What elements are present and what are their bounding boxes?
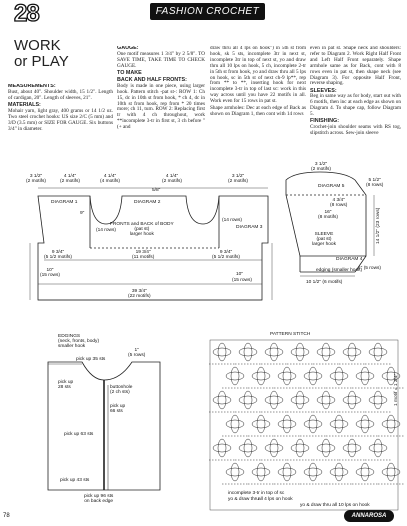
sleeve-dim-label: 5 1/2" (8 rows) bbox=[366, 178, 384, 189]
motif-petal bbox=[343, 348, 361, 356]
sleeve-dim-label: 10 1/2" (6 motifs) bbox=[306, 280, 343, 285]
motif-petal bbox=[283, 463, 291, 481]
motif-petal bbox=[387, 463, 395, 481]
dim-label: 9" bbox=[80, 211, 85, 216]
section-text: Crochet-join shoulder seams with RS tog, slipstitch across. Sew-join sleeve bbox=[310, 124, 401, 137]
dim-label: 19 3/4" (11 motifs) bbox=[132, 250, 155, 261]
motif-petal bbox=[257, 367, 265, 385]
motif-petal bbox=[330, 468, 348, 476]
motif-petal bbox=[374, 439, 382, 457]
section-text: One motif measures 1 3/4" by 2 5/8". TO SAVE TIME, TAKE TIME TO CHECK GAUGE. bbox=[117, 50, 205, 69]
motif-petal bbox=[348, 343, 356, 361]
body-outline bbox=[38, 196, 268, 300]
magazine-banner: FASHION CROCHET bbox=[150, 3, 265, 20]
motif-petal bbox=[291, 444, 309, 452]
section-heading: MEASUREMENTS: bbox=[8, 84, 56, 89]
sleeve-dim-label: 4 3/4" (8 rows) bbox=[330, 198, 348, 209]
motif-petal bbox=[374, 391, 382, 409]
section-text: Shape armholes: Dec at each edge of Back as shown on Diagram 1, then cont with 14 rows bbox=[210, 105, 306, 118]
motif-petal bbox=[231, 367, 239, 385]
motif-petal bbox=[252, 468, 270, 476]
motif-petal bbox=[356, 372, 374, 380]
motif-petal bbox=[317, 444, 335, 452]
motif-petal bbox=[369, 444, 387, 452]
motif-petal bbox=[213, 396, 231, 404]
sleeve-dim-label: 14 1/2" (23 rows) bbox=[376, 207, 381, 244]
dim-label: 9 3/4" (5 1/2 motifs) bbox=[212, 250, 240, 261]
section-heading: GAUGE: bbox=[117, 46, 139, 51]
page-number-large: 28 bbox=[14, 0, 39, 27]
section-text: draw thru all 4 lps on hook") in 5th st from hook, sk 5 sts, incomplete 3tr in next st, incomplete 3tr in top of next st, yo and draw thru all 10 lps on hook, 5 ch, incomplete 2-tr in 5th st from hook, yo and draw thru all 5 lps on hook, sc in 5th st of next ch-9 lp**, rep from ** to **, inserting hook for next incomplete 3-tr in top of last sc: work in this way across until you have 22 motifs in all. Work even for 15 rows in pat st. bbox=[210, 46, 306, 105]
motif-petal bbox=[322, 391, 330, 409]
pattern-label: yo & draw thru all 10 lps on hook bbox=[300, 503, 370, 508]
dim-label: 4 1/4" (4 motifs) bbox=[100, 174, 120, 185]
diagram-3-label: DIAGRAM 3 bbox=[236, 225, 263, 230]
motif-petal bbox=[335, 463, 343, 481]
motif-petal bbox=[257, 415, 265, 433]
motif-petal bbox=[226, 468, 244, 476]
motif-petal bbox=[296, 343, 304, 361]
motif-petal bbox=[330, 372, 348, 380]
pattern-label: yo & draw thru bbox=[228, 497, 259, 502]
motif-petal bbox=[296, 439, 304, 457]
motif-petal bbox=[291, 396, 309, 404]
pattern-stitch-grid bbox=[209, 343, 404, 484]
section-heading: TO MAKE bbox=[117, 69, 142, 76]
edging-label: pick up 66 sts bbox=[110, 404, 126, 415]
motif-petal bbox=[252, 420, 270, 428]
body-center-label: FRONTS and BACK of BODY (pat st) larger hook bbox=[110, 222, 174, 238]
motif-petal bbox=[322, 439, 330, 457]
dim-label: 10" bbox=[236, 272, 244, 277]
dim-label: 5/8" bbox=[152, 188, 161, 193]
title-line-2: or PLAY bbox=[14, 53, 69, 70]
motif-petal bbox=[257, 463, 265, 481]
motif-petal bbox=[309, 415, 317, 433]
motif-petal bbox=[343, 396, 361, 404]
publisher-logo: ANNAROSA bbox=[344, 510, 394, 522]
motif-petal bbox=[226, 420, 244, 428]
section-heading: BACK AND HALF FRONTS: bbox=[117, 76, 187, 83]
motif-petal bbox=[270, 343, 278, 361]
motif-petal bbox=[356, 420, 374, 428]
motif-petal bbox=[317, 348, 335, 356]
dim-label: 39 3/4" (22 motifs) bbox=[128, 289, 151, 300]
motif-petal bbox=[239, 348, 257, 356]
dim-label: (15 rows) bbox=[232, 278, 252, 283]
motif-petal bbox=[231, 463, 239, 481]
motif-petal bbox=[278, 420, 296, 428]
motif-petal bbox=[369, 396, 387, 404]
section-text: Body is made in one piece, using larger hook. Pattern stitch -pat st-: ROW 1: Ch 15, dc in 10th st from hook, * ch 4, dc in 10th st from hook, rep from * 20 times more; ch 11, turn. ROW 2: Replacing first tr with 4 ch throughout, work **incomplete 3-tr in first st, 3 ch before "(+ and bbox=[117, 82, 205, 131]
motif-petal bbox=[304, 468, 322, 476]
motif-petal bbox=[343, 444, 361, 452]
edging-label: pick up 63 sts bbox=[64, 432, 94, 437]
footer-page-number: 78 bbox=[3, 513, 10, 519]
sleeve-dim-label: 3 1/2" (2 motifs) bbox=[311, 162, 331, 173]
motif-petal bbox=[218, 391, 226, 409]
motif-petal bbox=[309, 367, 317, 385]
sleeve-dim-label: 16" (8 motifs) bbox=[318, 210, 338, 221]
motif-petal bbox=[382, 468, 400, 476]
motif-petal bbox=[270, 439, 278, 457]
dim-label: 9 3/4" (5 1/2 motifs) bbox=[44, 250, 72, 261]
motif-petal bbox=[231, 415, 239, 433]
dim-label: 4 1/4" (2 motifs) bbox=[60, 174, 80, 185]
motif-petal bbox=[296, 391, 304, 409]
sleeve-edging-label: edging (smaller hook) bbox=[316, 268, 363, 273]
diagram-1-label: DIAGRAM 1 bbox=[51, 200, 78, 205]
edging-label: pick up 35 sts bbox=[76, 357, 106, 362]
motif-petal bbox=[218, 439, 226, 457]
motif-petal bbox=[226, 372, 244, 380]
motif-petal bbox=[278, 372, 296, 380]
motif-petal bbox=[244, 343, 252, 361]
motif-petal bbox=[291, 348, 309, 356]
buttonhole-label: buttonhole (2 ch sts) bbox=[110, 385, 133, 396]
sleeve-center-label: SLEEVE (pat st) larger hook bbox=[312, 232, 336, 248]
motif-petal bbox=[309, 463, 317, 481]
motif-size-label: 1 motif = 1 3/4" bbox=[394, 373, 399, 406]
motif-petal bbox=[265, 348, 283, 356]
section-heading: SLEEVES: bbox=[310, 87, 337, 94]
pattern-label: incomplete 3-tr in top of sc bbox=[228, 491, 285, 496]
title-line-1: WORK bbox=[14, 37, 61, 54]
motif-petal bbox=[335, 415, 343, 433]
motif-petal bbox=[213, 444, 231, 452]
motif-petal bbox=[356, 468, 374, 476]
motif-petal bbox=[283, 415, 291, 433]
motif-petal bbox=[369, 348, 387, 356]
dim-label: (14 rows) bbox=[96, 228, 116, 233]
motif-petal bbox=[252, 372, 270, 380]
section-text: Bust, about 40". Shoulder width, 15 1/2". Length of cardigan, 20". Length of sleeves, 21". bbox=[8, 88, 113, 101]
motif-petal bbox=[244, 439, 252, 457]
edging-label: pick up 96 sts on back edge bbox=[84, 494, 114, 505]
motif-petal bbox=[239, 444, 257, 452]
section-text: Beg in same way as for body, start out with 6 motifs, then inc at each edge as shown on Diagram 4. To shape cap, follow Diagram 5. bbox=[310, 93, 401, 118]
pattern-label: all 4 lps on hook bbox=[258, 497, 293, 502]
motif-petal bbox=[218, 343, 226, 361]
motif-petal bbox=[244, 391, 252, 409]
motif-petal bbox=[335, 367, 343, 385]
motif-petal bbox=[330, 420, 348, 428]
motif-petal bbox=[270, 391, 278, 409]
section-text: even in pat st. Shape neck and shoulders: refer to Diagram 2. Work Right Half Front and Left Half Front separately. Shape armhole same as for Back, cont with 8 rows even in pat st, then shape neck (see Diagram 3). For opposite Half Front, reverse shaping. bbox=[310, 46, 401, 87]
motif-petal bbox=[361, 415, 369, 433]
edging-label: pick up 28 sts bbox=[58, 380, 74, 391]
dim-label: (14 rows) bbox=[222, 218, 242, 223]
motif-petal bbox=[348, 439, 356, 457]
dim-label: 10" (15 rows) bbox=[40, 268, 60, 279]
motif-petal bbox=[374, 343, 382, 361]
dim-label: 4 1/4" (2 motifs) bbox=[162, 174, 182, 185]
section-heading: MATERIALS: bbox=[8, 101, 41, 108]
motif-petal bbox=[322, 343, 330, 361]
edgings-title: EDGINGS (neck, fronts, body) smaller hook bbox=[58, 334, 100, 350]
dim-label: 3 1/2" (2 motifs) bbox=[26, 174, 46, 185]
motif-petal bbox=[239, 396, 257, 404]
section-heading: FINISHING: bbox=[310, 118, 340, 125]
diagram-4-label: DIAGRAM 4 bbox=[336, 257, 363, 262]
motif-petal bbox=[361, 367, 369, 385]
diagram-2-label: DIAGRAM 2 bbox=[134, 200, 161, 205]
edging-label: pick up 43 sts bbox=[60, 478, 90, 483]
pattern-stitch-title: PATTERN STITCH bbox=[270, 332, 311, 337]
motif-petal bbox=[317, 396, 335, 404]
edging-label: 1" (5 rows) bbox=[128, 348, 146, 359]
motif-petal bbox=[278, 468, 296, 476]
section-text: Mohair yarn, light gray, 400 grams or 14 1/2 oz. Two steel crochet hooks: US size 2/C (5 mm) and 3/D (3.5 mm) or SIZE FOR GAUGE. Six buttons 3/4" in diameter. bbox=[8, 107, 113, 132]
motif-petal bbox=[265, 396, 283, 404]
motif-petal bbox=[213, 348, 231, 356]
motif-petal bbox=[361, 463, 369, 481]
motif-petal bbox=[348, 391, 356, 409]
motif-petal bbox=[382, 420, 400, 428]
sleeve-dim-label: 1" (5 rows) bbox=[358, 266, 382, 271]
motif-petal bbox=[304, 420, 322, 428]
dim-label: 3 1/2" (2 motifs) bbox=[228, 174, 248, 185]
diagram-5-label: DIAGRAM 5 bbox=[318, 184, 345, 189]
motif-petal bbox=[283, 367, 291, 385]
motif-petal bbox=[387, 415, 395, 433]
motif-petal bbox=[265, 444, 283, 452]
motif-petal bbox=[304, 372, 322, 380]
